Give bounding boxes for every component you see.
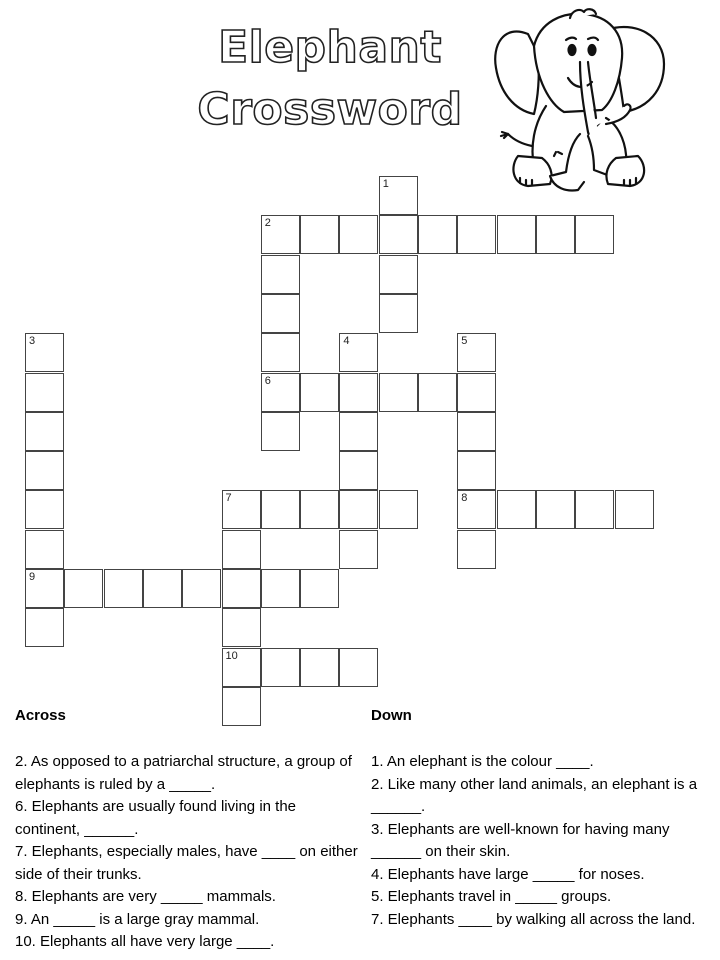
crossword-cell[interactable] bbox=[339, 215, 378, 254]
crossword-cell[interactable] bbox=[25, 412, 64, 451]
clue-number: 6 bbox=[264, 374, 271, 387]
crossword-cell[interactable] bbox=[339, 490, 378, 529]
crossword-cell[interactable] bbox=[300, 215, 339, 254]
across-clue-6: 6. Elephants are usually found living in the continent, ______. bbox=[15, 798, 297, 838]
crossword-cell[interactable] bbox=[300, 373, 339, 412]
crossword-cell[interactable] bbox=[300, 569, 339, 608]
crossword-cell[interactable] bbox=[222, 687, 261, 726]
crossword-cell[interactable] bbox=[182, 569, 221, 608]
crossword-cell[interactable] bbox=[261, 648, 300, 687]
crossword-cell[interactable] bbox=[261, 215, 300, 254]
crossword-cell[interactable] bbox=[300, 648, 339, 687]
clue-number: 1 bbox=[382, 178, 389, 190]
crossword-cell[interactable] bbox=[261, 294, 300, 333]
crossword-cell[interactable] bbox=[339, 373, 378, 412]
across-clue-list bbox=[15, 751, 360, 954]
crossword-cell[interactable] bbox=[379, 490, 418, 529]
down-clue-4: 4. Elephants have large _____ for noses. bbox=[371, 865, 645, 883]
crossword-cell[interactable] bbox=[261, 255, 300, 294]
crossword-cell[interactable] bbox=[339, 451, 378, 490]
crossword-cell[interactable] bbox=[615, 490, 654, 529]
crossword-cell[interactable] bbox=[379, 215, 418, 254]
crossword-cell[interactable] bbox=[25, 569, 64, 608]
across-clue-7: 7. Elephants, especially males, have ____ on either side of their trunks. bbox=[15, 843, 358, 883]
across-clue-8: 8. Elephants are very _____ mammals. bbox=[15, 888, 276, 905]
crossword-cell[interactable] bbox=[222, 530, 261, 569]
crossword-cell[interactable] bbox=[222, 648, 261, 687]
crossword-cell[interactable] bbox=[25, 530, 64, 569]
crossword-cell[interactable] bbox=[379, 255, 418, 294]
across-clue-2: 2. As opposed to a patriarchal structure, a group of elephants is ruled by a _____. bbox=[15, 753, 352, 793]
crossword-cell[interactable] bbox=[261, 412, 300, 451]
clue-number: 9 bbox=[29, 571, 36, 583]
crossword-cell[interactable] bbox=[143, 569, 182, 608]
crossword-cell[interactable] bbox=[222, 608, 261, 647]
crossword-cell[interactable] bbox=[457, 333, 496, 372]
crossword-cell[interactable] bbox=[339, 648, 378, 687]
down-clue-2: 2. Like many other land animals, an elephant is a ______. bbox=[371, 775, 698, 815]
crossword-cell[interactable] bbox=[457, 215, 496, 254]
crossword-cell[interactable] bbox=[418, 215, 457, 254]
across-clue-10: 10. Elephants all have very large ____. bbox=[15, 933, 275, 950]
crossword-cell[interactable] bbox=[25, 451, 64, 490]
title-line-1: Elephant bbox=[218, 22, 442, 73]
clue-number: 7 bbox=[225, 492, 232, 505]
crossword-cell[interactable] bbox=[64, 569, 103, 608]
crossword-cell[interactable] bbox=[379, 294, 418, 333]
down-heading: Down bbox=[371, 707, 412, 724]
crossword-cell[interactable] bbox=[457, 373, 496, 412]
across-heading: Across bbox=[15, 707, 66, 724]
crossword-cell[interactable] bbox=[25, 608, 64, 647]
crossword-cell[interactable] bbox=[575, 490, 614, 529]
down-clue-5: 5. Elephants travel in _____ groups. bbox=[371, 888, 612, 905]
title-line-2: Crossword bbox=[197, 84, 463, 135]
clue-number: 8 bbox=[461, 492, 468, 505]
crossword-cell[interactable] bbox=[222, 490, 261, 529]
crossword-cell[interactable] bbox=[261, 490, 300, 529]
clue-number: 3 bbox=[29, 335, 36, 348]
across-clue-9: 9. An _____ is a large gray mammal. bbox=[15, 910, 260, 928]
clue-number: 2 bbox=[264, 217, 271, 230]
crossword-cell[interactable] bbox=[457, 490, 496, 529]
crossword-cell[interactable] bbox=[536, 490, 575, 529]
crossword-cell[interactable] bbox=[25, 373, 64, 412]
down-clue-1: 1. An elephant is the colour ____. bbox=[371, 753, 594, 770]
crossword-cell[interactable] bbox=[339, 412, 378, 451]
crossword-cell[interactable] bbox=[575, 215, 614, 254]
down-clue-list bbox=[371, 751, 716, 931]
crossword-cell[interactable] bbox=[300, 490, 339, 529]
clue-number: 4 bbox=[343, 335, 350, 348]
crossword-cell[interactable] bbox=[339, 530, 378, 569]
crossword-cell[interactable] bbox=[457, 451, 496, 490]
crossword-cell[interactable] bbox=[261, 373, 300, 412]
crossword-cell[interactable] bbox=[25, 333, 64, 372]
clue-number: 10 bbox=[225, 649, 238, 662]
crossword-cell[interactable] bbox=[104, 569, 143, 608]
down-clue-7: 7. Elephants ____ by walking all across the land. bbox=[371, 910, 696, 928]
crossword-cell[interactable] bbox=[536, 215, 575, 254]
crossword-cell[interactable] bbox=[339, 333, 378, 372]
down-clue-3: 3. Elephants are well-known for having many ______ on their skin. bbox=[371, 820, 670, 860]
crossword-cell[interactable] bbox=[222, 569, 261, 608]
crossword-cell[interactable] bbox=[25, 490, 64, 529]
crossword-cell[interactable] bbox=[457, 530, 496, 569]
crossword-cell[interactable] bbox=[418, 373, 457, 412]
crossword-cell[interactable] bbox=[497, 215, 536, 254]
crossword-cell[interactable] bbox=[261, 333, 300, 372]
crossword-cell[interactable] bbox=[457, 412, 496, 451]
crossword-cell[interactable] bbox=[379, 373, 418, 412]
crossword-cell[interactable] bbox=[261, 569, 300, 608]
crossword-cell[interactable] bbox=[379, 176, 418, 215]
crossword-cell[interactable] bbox=[497, 490, 536, 529]
clue-number: 5 bbox=[461, 335, 468, 348]
